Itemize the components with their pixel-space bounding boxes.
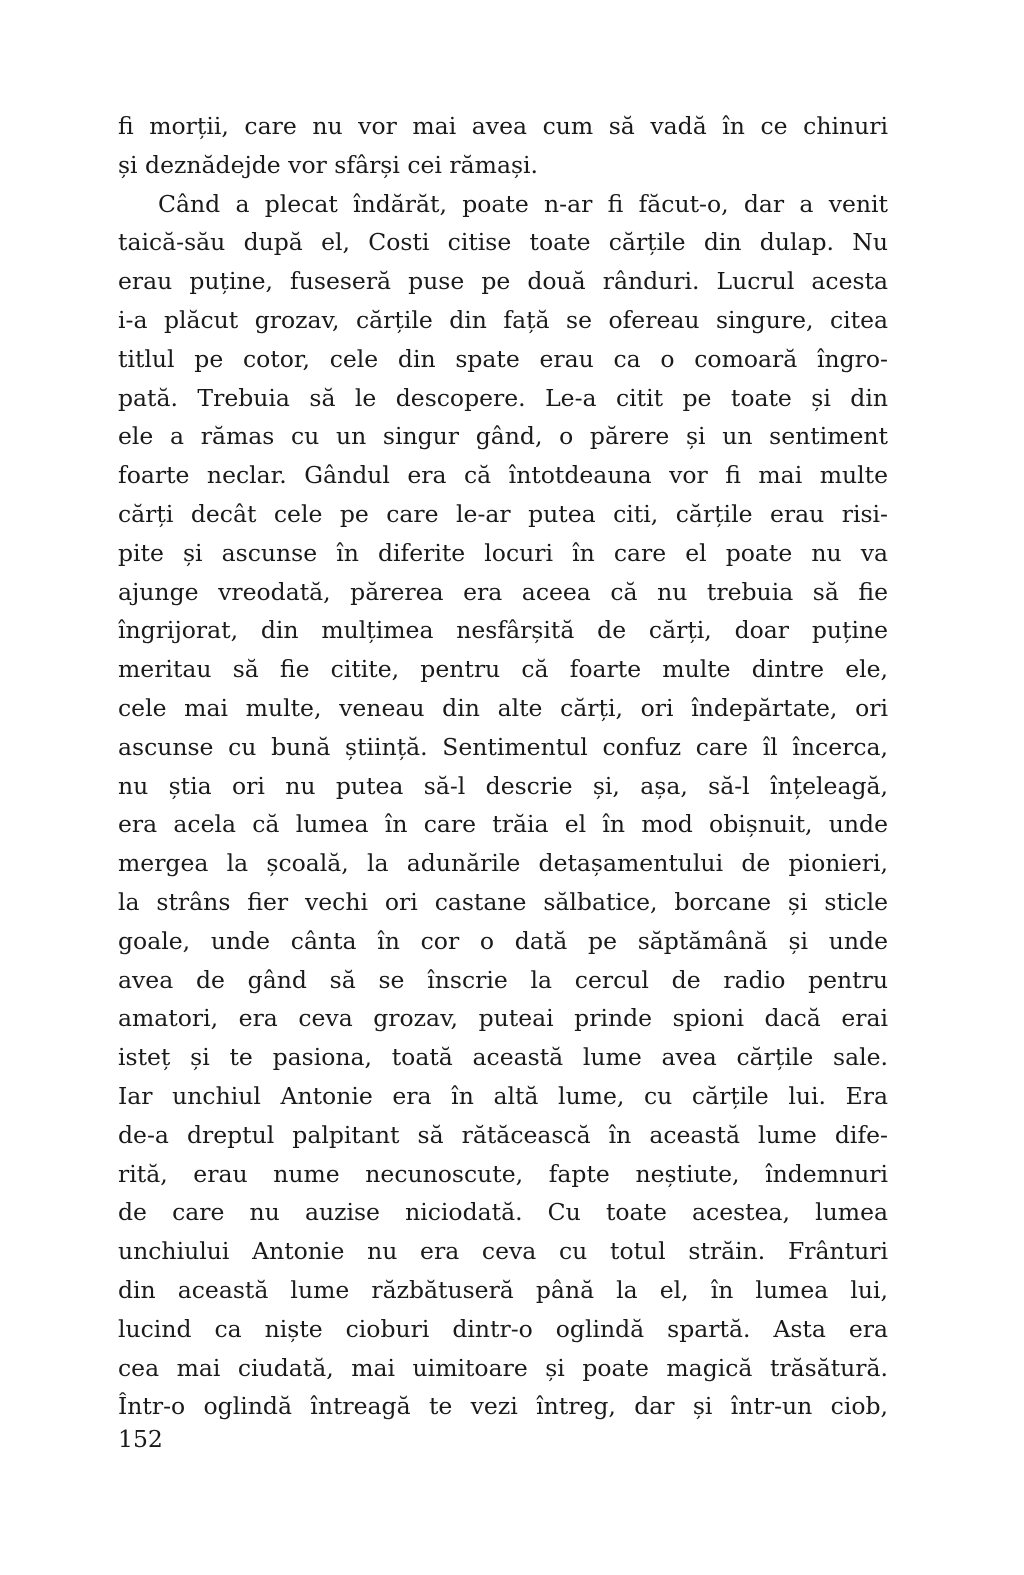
text-line: Când a plecat îndărăt, poate n-ar fi făcut-o, dar a venit <box>158 189 888 218</box>
text-line: isteț și te pasiona, toată această lume avea cărțile sale. <box>118 1043 888 1072</box>
text-line: cea mai ciudată, mai uimitoare și poate magică trăsătură. <box>118 1353 888 1382</box>
text-line: lucind ca niște cioburi dintr-o oglindă spartă. Asta era <box>118 1314 888 1343</box>
text-line: unchiului Antonie nu era ceva cu totul străin. Frânturi <box>118 1237 888 1266</box>
text-line: cărți decât cele pe care le-ar putea citi, cărțile erau risi- <box>118 499 888 528</box>
text-line: ele a rămas cu un singur gând, o părere și un sentiment <box>118 422 888 451</box>
text-line: rită, erau nume necunoscute, fapte neștiute, îndemnuri <box>118 1159 888 1188</box>
text-line: din această lume răzbătuseră până la el, în lumea lui, <box>118 1275 888 1304</box>
text-line: taică-său după el, Costi citise toate cărțile din dulap. Nu <box>118 228 888 257</box>
body-text <box>118 107 888 1426</box>
text-line: cele mai multe, veneau din alte cărți, ori îndepărtate, ori <box>118 693 888 722</box>
text-line: fi morții, care nu vor mai avea cum să vadă în ce chinuri <box>118 112 888 140</box>
text-line: avea de gând să se înscrie la cercul de radio pentru <box>118 965 888 994</box>
text-line: pată. Trebuia să le descopere. Le-a citit pe toate și din <box>118 383 888 412</box>
text-line: foarte neclar. Gândul era că întotdeauna vor fi mai multe <box>118 461 888 490</box>
page-number: 152 <box>118 1425 163 1453</box>
text-line: îngrijorat, din mulțimea nesfârșită de cărți, doar puține <box>118 616 888 645</box>
text-line: era acela că lumea în care trăia el în mod obișnuit, unde <box>118 810 888 839</box>
text-line: goale, unde cânta în cor o dată pe săptămână și unde <box>118 926 888 955</box>
text-line: și deznădejde vor sfârși cei rămași. <box>118 150 538 179</box>
text-line: ajunge vreodată, părerea era aceea că nu trebuia să fie <box>118 577 888 606</box>
text-line: nu știa ori nu putea să-l descrie și, așa, să-l înțeleagă, <box>118 771 888 800</box>
text-line: meritau să fie citite, pentru că foarte multe dintre ele, <box>118 655 888 684</box>
text-line: de-a dreptul palpitant să rătăcească în această lume dife- <box>118 1120 888 1149</box>
text-line: de care nu auzise niciodată. Cu toate acestea, lumea <box>118 1198 888 1227</box>
text-line: Într-o oglindă întreagă te vezi întreg, dar și într-un ciob, <box>118 1392 888 1421</box>
text-line: ascunse cu bună știință. Sentimentul confuz care îl încerca, <box>118 732 888 761</box>
text-line: i-a plăcut grozav, cărțile din față se ofereau singure, citea <box>118 305 888 334</box>
text-line: pite și ascunse în diferite locuri în care el poate nu va <box>118 538 888 567</box>
text-line: Iar unchiul Antonie era în altă lume, cu cărțile lui. Era <box>118 1081 888 1110</box>
text-line: amatori, era ceva grozav, puteai prinde spioni dacă erai <box>118 1004 888 1033</box>
text-line: titlul pe cotor, cele din spate erau ca o comoară îngro- <box>118 344 888 373</box>
text-line: erau puține, fuseseră puse pe două rânduri. Lucrul acesta <box>118 267 888 296</box>
text-line: la strâns fier vechi ori castane sălbatice, borcane și sticle <box>118 887 888 916</box>
text-line: mergea la școală, la adunările detașamentului de pionieri, <box>118 849 888 878</box>
